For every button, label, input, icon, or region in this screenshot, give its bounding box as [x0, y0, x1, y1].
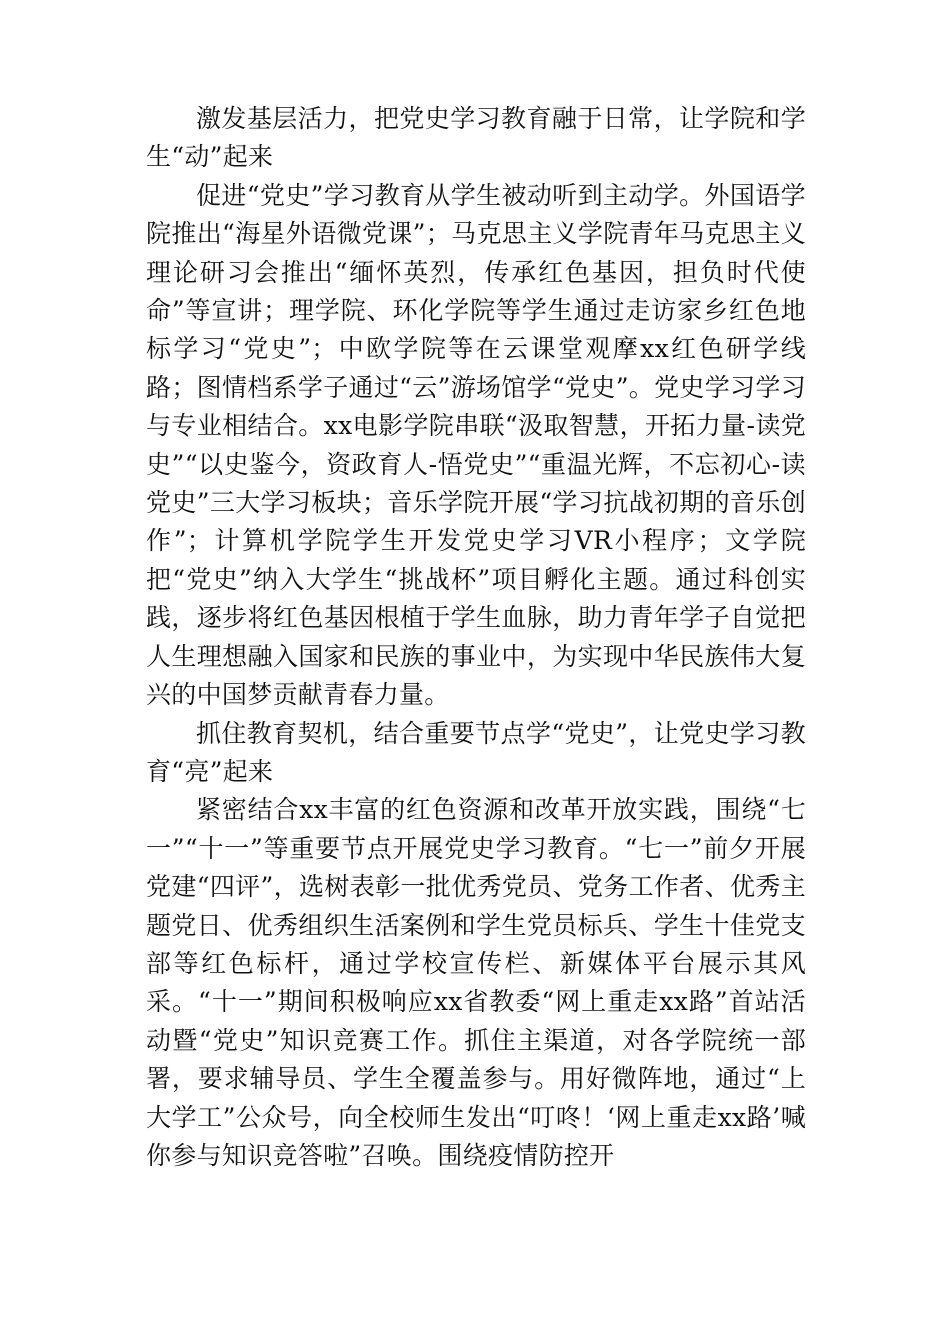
- body-paragraph-1: 促进“党史”学习教育从学生被动听到主动学。外国语学院推出“海星外语微党课”；马克思主义学院青年马克思主义理论研习会推出“缅怀英烈，传承红色基因，担负时代使命”等宣讲；理学院、环化学院等学生通过走访家乡红色地标学习“党史”；中欧学院等在云课堂观摩xx红色研学线路；图情档系学子通过“云”游场馆学“党史”。党史学习学习与专业相结合。xx电影学院串联“汲取智慧，开拓力量-读党史”“以史鉴今，资政育人-悟党史”“重温光辉，不忘初心-读党史”三大学习板块；音乐学院开展“学习抗战初期的音乐创作”；计算机学院学生开发党史学习VR小程序；文学院把“党史”纳入大学生“挑战杯”项目孵化主题。通过科创实践，逐步将红色基因根植于学生血脉，助力青年学子自觉把人生理想融入国家和民族的事业中，为实现中华民族伟大复兴的中国梦贡献青春力量。: [146, 180, 806, 710]
- body-paragraph-2: 紧密结合xx丰富的红色资源和改革开放实践，围绕“七一”“十一”等重要节点开展党史学习教育。“七一”前夕开展党建“四评”，选树表彰一批优秀党员、党务工作者、优秀主题党日、优秀组织生活案例和学生党员标兵、学生十佳党支部等红色标杆，通过学校宣传栏、新媒体平台展示其风采。“十一”期间积极响应xx省教委“网上重走xx路”首站活动暨“党史”知识竞赛工作。抓住主渠道，对各学院统一部署，要求辅导员、学生全覆盖参与。用好微阵地，通过“上大学工”公众号，向全校师生发出“叮咚！‘网上重走xx路’喊你参与知识竞答啦”召唤。围绕疫情防控开: [146, 795, 806, 1170]
- section-heading-2: 抓住教育契机，结合重要节点学“党史”，让党史学习教育“亮”起来: [146, 718, 806, 786]
- document-body: [146, 100, 806, 1175]
- section-heading-1: 激发基层活力，把党史学习教育融于日常，让学院和学生“动”起来: [146, 104, 806, 172]
